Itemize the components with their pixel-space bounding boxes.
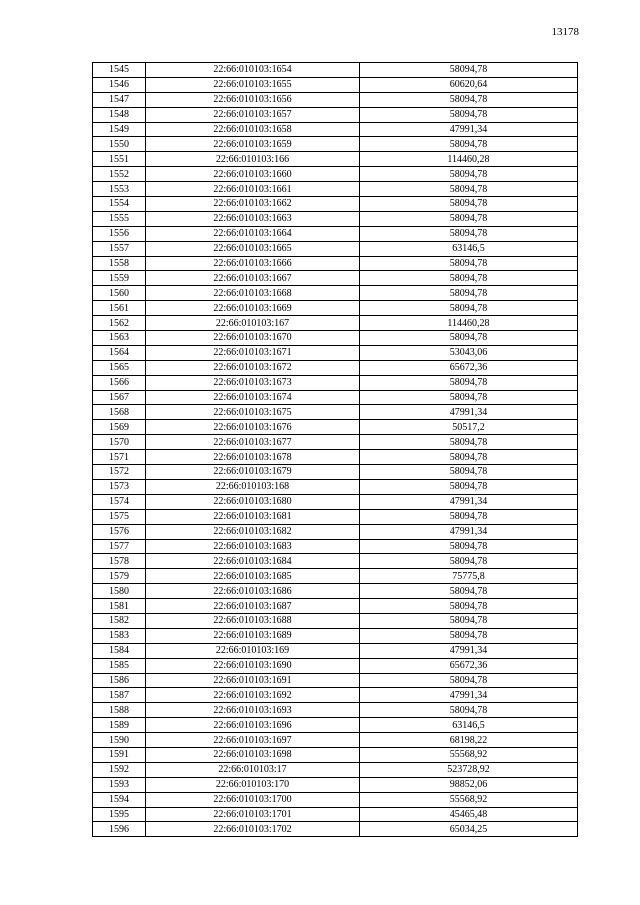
table-row [93,405,578,420]
cadastral-value-cell: 58094,78 [360,256,578,271]
cadastral-number-cell: 22:66:010103:1672 [146,360,360,375]
cadastral-number-cell: 22:66:010103:166 [146,152,360,167]
table-row [93,658,578,673]
cadastral-number-cell: 22:66:010103:170 [146,777,360,792]
table-row [93,628,578,643]
table-row [93,718,578,733]
cadastral-number-cell: 22:66:010103:1669 [146,301,360,316]
cadastral-value-cell: 58094,78 [360,375,578,390]
table-row [93,92,578,107]
cadastral-value-cell: 58094,78 [360,435,578,450]
row-number-cell: 1558 [93,256,146,271]
row-number-cell: 1557 [93,241,146,256]
cadastral-number-cell: 22:66:010103:1690 [146,658,360,673]
row-number-cell: 1577 [93,539,146,554]
table-row [93,122,578,137]
cadastral-value-cell: 58094,78 [360,390,578,405]
cadastral-value-cell: 47991,34 [360,643,578,658]
table-row [93,703,578,718]
cadastral-number-cell: 22:66:010103:1677 [146,435,360,450]
row-number-cell: 1546 [93,77,146,92]
cadastral-value-cell: 523728,92 [360,762,578,777]
cadastral-value-cell: 47991,34 [360,122,578,137]
row-number-cell: 1566 [93,375,146,390]
table-row [93,465,578,480]
cadastral-value-cell: 58094,78 [360,613,578,628]
cadastral-value-cell: 58094,78 [360,539,578,554]
cadastral-number-cell: 22:66:010103:1698 [146,747,360,762]
cadastral-number-cell: 22:66:010103:1667 [146,271,360,286]
row-number-cell: 1562 [93,316,146,331]
cadastral-number-cell: 22:66:010103:168 [146,479,360,494]
cadastral-number-cell: 22:66:010103:1686 [146,584,360,599]
table-row [93,241,578,256]
cadastral-value-cell: 55568,92 [360,792,578,807]
table-row [93,331,578,346]
cadastral-number-cell: 22:66:010103:17 [146,762,360,777]
cadastral-number-cell: 22:66:010103:1655 [146,77,360,92]
row-number-cell: 1591 [93,747,146,762]
row-number-cell: 1552 [93,167,146,182]
cadastral-value-cell: 65672,36 [360,658,578,673]
table-row [93,345,578,360]
row-number-cell: 1579 [93,569,146,584]
cadastral-value-cell: 63146,5 [360,718,578,733]
table-row [93,197,578,212]
row-number-cell: 1547 [93,92,146,107]
cadastral-value-cell: 58094,78 [360,479,578,494]
row-number-cell: 1585 [93,658,146,673]
cadastral-value-cell: 60620,64 [360,77,578,92]
row-number-cell: 1582 [93,613,146,628]
cadastral-number-cell: 22:66:010103:1663 [146,211,360,226]
table-row [93,569,578,584]
table-row [93,584,578,599]
cadastral-number-cell: 22:66:010103:1693 [146,703,360,718]
cadastral-value-cell: 75775,8 [360,569,578,584]
cadastral-number-cell: 22:66:010103:1657 [146,107,360,122]
cadastral-number-cell: 22:66:010103:1682 [146,524,360,539]
row-number-cell: 1587 [93,688,146,703]
cadastral-number-cell: 22:66:010103:1676 [146,420,360,435]
cadastral-value-cell: 114460,28 [360,316,578,331]
row-number-cell: 1565 [93,360,146,375]
cadastral-value-cell: 58094,78 [360,197,578,212]
cadastral-value-cell: 58094,78 [360,286,578,301]
cadastral-value-cell: 58094,78 [360,703,578,718]
row-number-cell: 1568 [93,405,146,420]
cadastral-value-cell: 58094,78 [360,554,578,569]
table-row [93,226,578,241]
cadastral-number-cell: 22:66:010103:1666 [146,256,360,271]
cadastral-value-cell: 47991,34 [360,688,578,703]
row-number-cell: 1583 [93,628,146,643]
row-number-cell: 1580 [93,584,146,599]
table-row [93,807,578,822]
table-row [93,733,578,748]
table-row [93,599,578,614]
cadastral-value-cell: 58094,78 [360,167,578,182]
cadastral-value-cell: 58094,78 [360,92,578,107]
table-row [93,211,578,226]
cadastral-number-cell: 22:66:010103:1679 [146,465,360,480]
cadastral-number-cell: 22:66:010103:1681 [146,509,360,524]
row-number-cell: 1559 [93,271,146,286]
cadastral-value-cell: 58094,78 [360,63,578,78]
table-row [93,822,578,837]
cadastral-number-cell: 22:66:010103:1673 [146,375,360,390]
table-row [93,688,578,703]
row-number-cell: 1545 [93,63,146,78]
table-row [93,777,578,792]
cadastral-value-cell: 58094,78 [360,301,578,316]
cadastral-number-cell: 22:66:010103:1674 [146,390,360,405]
row-number-cell: 1567 [93,390,146,405]
cadastral-number-cell: 22:66:010103:167 [146,316,360,331]
row-number-cell: 1561 [93,301,146,316]
cadastral-value-cell: 47991,34 [360,524,578,539]
row-number-cell: 1549 [93,122,146,137]
cadastral-value-cell: 58094,78 [360,107,578,122]
row-number-cell: 1586 [93,673,146,688]
table-row [93,256,578,271]
table-row [93,301,578,316]
cadastral-value-cell: 58094,78 [360,628,578,643]
cadastral-value-cell: 63146,5 [360,241,578,256]
table-row [93,77,578,92]
table-row [93,792,578,807]
cadastral-number-cell: 22:66:010103:1665 [146,241,360,256]
row-number-cell: 1548 [93,107,146,122]
row-number-cell: 1578 [93,554,146,569]
cadastral-number-cell: 22:66:010103:1687 [146,599,360,614]
row-number-cell: 1593 [93,777,146,792]
cadastral-number-cell: 22:66:010103:1691 [146,673,360,688]
row-number-cell: 1588 [93,703,146,718]
cadastral-number-cell: 22:66:010103:1662 [146,197,360,212]
cadastral-number-cell: 22:66:010103:1680 [146,494,360,509]
row-number-cell: 1584 [93,643,146,658]
cadastral-value-cell: 65034,25 [360,822,578,837]
cadastral-value-cell: 65672,36 [360,360,578,375]
cadastral-number-cell: 22:66:010103:1668 [146,286,360,301]
table-row [93,435,578,450]
row-number-cell: 1572 [93,465,146,480]
row-number-cell: 1596 [93,822,146,837]
cadastral-number-cell: 22:66:010103:1688 [146,613,360,628]
row-number-cell: 1576 [93,524,146,539]
cadastral-number-cell: 22:66:010103:1702 [146,822,360,837]
table-row [93,509,578,524]
table-row [93,450,578,465]
row-number-cell: 1556 [93,226,146,241]
row-number-cell: 1592 [93,762,146,777]
table-row [93,316,578,331]
table-row [93,613,578,628]
row-number-cell: 1560 [93,286,146,301]
row-number-cell: 1573 [93,479,146,494]
row-number-cell: 1570 [93,435,146,450]
row-number-cell: 1564 [93,345,146,360]
cadastral-number-cell: 22:66:010103:1696 [146,718,360,733]
cadastral-value-cell: 58094,78 [360,673,578,688]
table-row [93,494,578,509]
cadastral-number-cell: 22:66:010103:1664 [146,226,360,241]
cadastral-number-cell: 22:66:010103:1701 [146,807,360,822]
cadastral-value-cell: 50517,2 [360,420,578,435]
cadastral-value-table [92,62,578,837]
table-row [93,107,578,122]
cadastral-value-cell: 53043,06 [360,345,578,360]
table-row [93,554,578,569]
row-number-cell: 1571 [93,450,146,465]
row-number-cell: 1581 [93,599,146,614]
cadastral-number-cell: 22:66:010103:1661 [146,182,360,197]
cadastral-number-cell: 22:66:010103:1689 [146,628,360,643]
cadastral-number-cell: 22:66:010103:1660 [146,167,360,182]
table-row [93,390,578,405]
table-row [93,539,578,554]
cadastral-number-cell: 22:66:010103:1684 [146,554,360,569]
row-number-cell: 1551 [93,152,146,167]
cadastral-number-cell: 22:66:010103:1658 [146,122,360,137]
table-body [93,63,578,837]
table-row [93,271,578,286]
cadastral-value-cell: 58094,78 [360,509,578,524]
table-row [93,524,578,539]
cadastral-value-cell: 55568,92 [360,747,578,762]
cadastral-value-cell: 114460,28 [360,152,578,167]
cadastral-value-cell: 47991,34 [360,494,578,509]
row-number-cell: 1553 [93,182,146,197]
row-number-cell: 1563 [93,331,146,346]
page-number: 13178 [551,26,579,38]
row-number-cell: 1550 [93,137,146,152]
table-row [93,673,578,688]
cadastral-number-cell: 22:66:010103:1656 [146,92,360,107]
cadastral-number-cell: 22:66:010103:1692 [146,688,360,703]
cadastral-value-cell: 58094,78 [360,331,578,346]
cadastral-number-cell: 22:66:010103:1678 [146,450,360,465]
row-number-cell: 1554 [93,197,146,212]
cadastral-value-cell: 68198,22 [360,733,578,748]
table-row [93,182,578,197]
cadastral-value-cell: 47991,34 [360,405,578,420]
table-row [93,152,578,167]
cadastral-number-cell: 22:66:010103:1670 [146,331,360,346]
table-row [93,747,578,762]
table-row [93,360,578,375]
cadastral-number-cell: 22:66:010103:1700 [146,792,360,807]
table-row [93,420,578,435]
row-number-cell: 1569 [93,420,146,435]
cadastral-number-cell: 22:66:010103:169 [146,643,360,658]
table-row [93,63,578,78]
row-number-cell: 1589 [93,718,146,733]
cadastral-number-cell: 22:66:010103:1671 [146,345,360,360]
cadastral-number-cell: 22:66:010103:1685 [146,569,360,584]
table-row [93,375,578,390]
row-number-cell: 1575 [93,509,146,524]
cadastral-value-cell: 58094,78 [360,450,578,465]
table-row [93,167,578,182]
cadastral-value-cell: 58094,78 [360,271,578,286]
cadastral-value-cell: 58094,78 [360,182,578,197]
cadastral-number-cell: 22:66:010103:1659 [146,137,360,152]
cadastral-value-cell: 58094,78 [360,465,578,480]
cadastral-value-cell: 58094,78 [360,137,578,152]
cadastral-value-cell: 58094,78 [360,211,578,226]
table-row [93,479,578,494]
cadastral-value-cell: 58094,78 [360,226,578,241]
cadastral-value-cell: 58094,78 [360,599,578,614]
table-row [93,137,578,152]
table-row [93,286,578,301]
cadastral-value-cell: 58094,78 [360,584,578,599]
row-number-cell: 1594 [93,792,146,807]
table-row [93,762,578,777]
cadastral-number-cell: 22:66:010103:1675 [146,405,360,420]
row-number-cell: 1595 [93,807,146,822]
table-row [93,643,578,658]
cadastral-value-cell: 98852,06 [360,777,578,792]
row-number-cell: 1590 [93,733,146,748]
row-number-cell: 1555 [93,211,146,226]
cadastral-number-cell: 22:66:010103:1683 [146,539,360,554]
cadastral-number-cell: 22:66:010103:1697 [146,733,360,748]
cadastral-number-cell: 22:66:010103:1654 [146,63,360,78]
row-number-cell: 1574 [93,494,146,509]
cadastral-value-cell: 45465,48 [360,807,578,822]
